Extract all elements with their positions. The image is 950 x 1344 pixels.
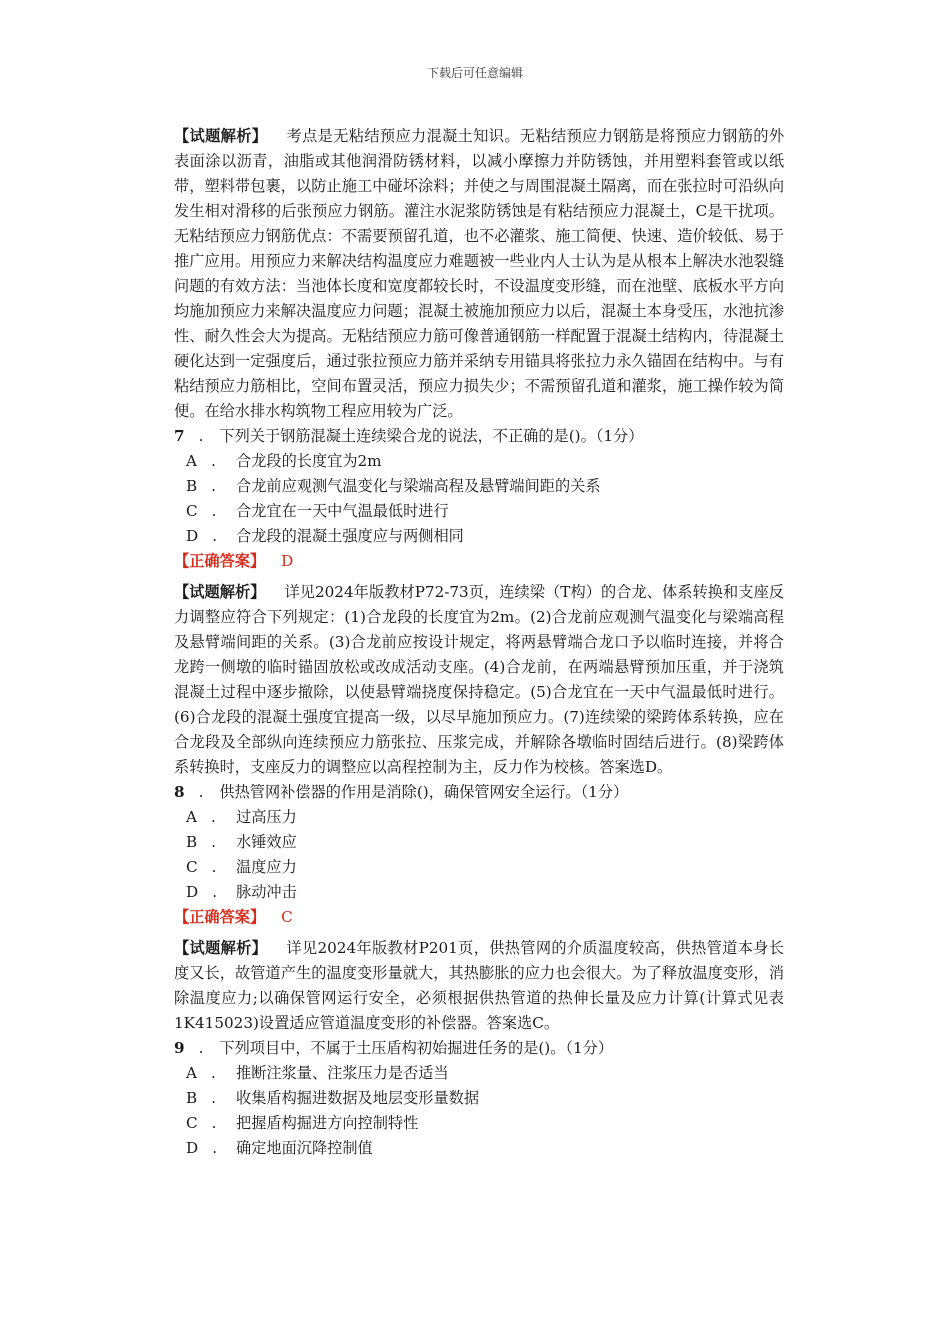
question-stem [174,1036,784,1061]
correct-answer [174,549,784,574]
option-sep: . [211,1089,216,1107]
option-sep: . [212,883,218,901]
option-d[interactable] [174,880,784,905]
option-key: D [186,527,199,545]
question-sep: . [198,427,204,445]
page-header: 下载后可任意编辑 [426,66,523,80]
option-key: A [186,1064,197,1082]
explanation-block [174,124,784,424]
explanation-text: 详见2024年版教材P201页，供热管网的介质温度较高，供热管道本身长度又长，故管道产生的温度变形量就大，其热膨胀的应力也会很大。为了释放温度变形，消除温度应力;以确保管网运行安全，必须根据供热管道的热伸长量及应力计算(计算式见表1K415023)设置适应管道温度变形的补偿器。答案选C。 [174,939,785,1032]
option-text: 合龙段的混凝土强度应与两侧相同 [236,527,464,545]
question-number: 8 [174,783,185,801]
option-key: D [186,883,199,901]
option-text: 脉动冲击 [236,883,297,901]
option-c[interactable] [174,1111,784,1136]
option-a[interactable] [174,449,784,474]
explanation-text: 详见2024年版教材P72-73页，连续梁（T构）的合龙、体系转换和支座反力调整应符合下列规定：(1)合龙段的长度宜为2m。(2)合龙前应观测气温变化与梁端高程及悬臂端间距的关系。(3)合龙前应按设计规定，将两悬臂端合龙口予以临时连接，并将合龙跨一侧墩的临时锚固放松或改成活动支座。(4)合龙前，在两端悬臂预加压重，并于浇筑混凝土过程中逐步撤除，以使悬臂端挠度保持稳定。(5)合龙宜在一天中气温最低时进行。(6)合龙段的混凝土强度宜提高一级，以尽早施加预应力。(7)连续梁的梁跨体系转换，应在合龙段及全部纵向连续预应力筋张拉、压浆完成，并解除各墩临时固结后进行。(8)梁跨体系转换时，支座反力的调整应以高程控制为主，反力作为校核。答案选D。 [174,583,785,776]
option-c[interactable] [174,855,784,880]
analysis-label: 【试题解析】 [174,939,268,957]
analysis-label: 【试题解析】 [174,583,266,601]
option-sep: . [211,502,217,520]
question-number: 7 [174,427,185,445]
answer-label: 【正确答案】 [174,908,266,926]
option-a[interactable] [174,805,784,830]
answer-value: D [281,552,294,570]
explanation-block [174,936,784,1036]
question-sep: . [198,1039,204,1057]
explanation-block [174,580,784,780]
correct-answer [174,905,784,930]
explanation-text: 考点是无粘结预应力混凝土知识。无粘结预应力钢筋是将预应力钢筋的外表面涂以沥青，油脂或其他润滑防锈材料，以减小摩擦力并防锈蚀，并用塑料套管或以纸带，塑料带包裹，以防止施工中碰坏涂料；并使之与周围混凝土隔离，而在张拉时可沿纵向发生相对滑移的后张预应力钢筋。灌注水泥浆防锈蚀是有粘结预应力混凝土，C是干扰项。无粘结预应力钢筋优点：不需要预留孔道，也不必灌浆、施工简便、快速、造价较低、易于推广应用。用预应力来解决结构温度应力难题被一些业内人士认为是从根本上解决水池裂缝问题的有效方法：当池体长度和宽度都较长时，不设温度变形缝，而在池壁、底板水平方向均施加预应力来解决温度应力问题；混凝土被施加预应力以后，混凝土本身受压，水池抗渗性、耐久性会大为提高。无粘结预应力筋可像普通钢筋一样配置于混凝土结构内，待混凝土硬化达到一定强度后，通过张拉预应力筋并采纳专用锚具将张拉力永久锚固在结构中。与有粘结预应力筋相比，空间布置灵活，预应力损失少；不需预留孔道和灌浆，施工操作较为简便。在给水排水构筑物工程应用较为广泛。 [174,127,785,420]
option-key: B [186,1089,198,1107]
question-text: 供热管网补偿器的作用是消除()，确保管网安全运行。（1分） [219,783,629,801]
option-key: A [186,808,197,826]
option-text: 合龙前应观测气温变化与梁端高程及悬臂端间距的关系 [236,477,601,495]
option-text: 合龙段的长度宜为2m [236,452,382,470]
option-b[interactable] [174,1086,784,1111]
option-text: 把握盾构掘进方向控制特性 [236,1114,419,1132]
question-number: 9 [174,1039,185,1057]
option-key: C [186,858,198,876]
option-text: 合龙宜在一天中气温最低时进行 [236,502,449,520]
document-body [174,124,784,1161]
option-sep: . [212,527,218,545]
option-c[interactable] [174,499,784,524]
option-key: C [186,502,198,520]
question-sep: . [198,783,204,801]
answer-label: 【正确答案】 [174,552,266,570]
option-key: A [186,452,197,470]
option-sep: . [211,1114,217,1132]
question-text: 下列项目中，不属于土压盾构初始掘进任务的是()。（1分） [219,1039,614,1057]
option-sep: . [212,1139,218,1157]
option-key: C [186,1114,198,1132]
option-key: D [186,1139,199,1157]
option-b[interactable] [174,474,784,499]
option-d[interactable] [174,524,784,549]
option-text: 温度应力 [236,858,297,876]
option-key: B [186,833,198,851]
option-key: B [186,477,198,495]
option-sep: . [211,833,216,851]
option-sep: . [211,858,217,876]
answer-value: C [281,908,293,926]
option-sep: . [210,808,216,826]
option-d[interactable] [174,1136,784,1161]
question-text: 下列关于钢筋混凝土连续梁合龙的说法，不正确的是()。（1分） [219,427,644,445]
question-stem [174,780,784,805]
analysis-label: 【试题解析】 [174,127,268,145]
option-text: 水锤效应 [236,833,297,851]
option-sep: . [211,477,216,495]
option-text: 收集盾构掘进数据及地层变形量数据 [236,1089,479,1107]
option-text: 确定地面沉降控制值 [236,1139,373,1157]
question-stem [174,424,784,449]
option-b[interactable] [174,830,784,855]
option-sep: . [210,1064,216,1082]
option-a[interactable] [174,1061,784,1086]
option-text: 推断注浆量、注浆压力是否适当 [236,1064,449,1082]
option-text: 过高压力 [236,808,297,826]
option-sep: . [210,452,216,470]
